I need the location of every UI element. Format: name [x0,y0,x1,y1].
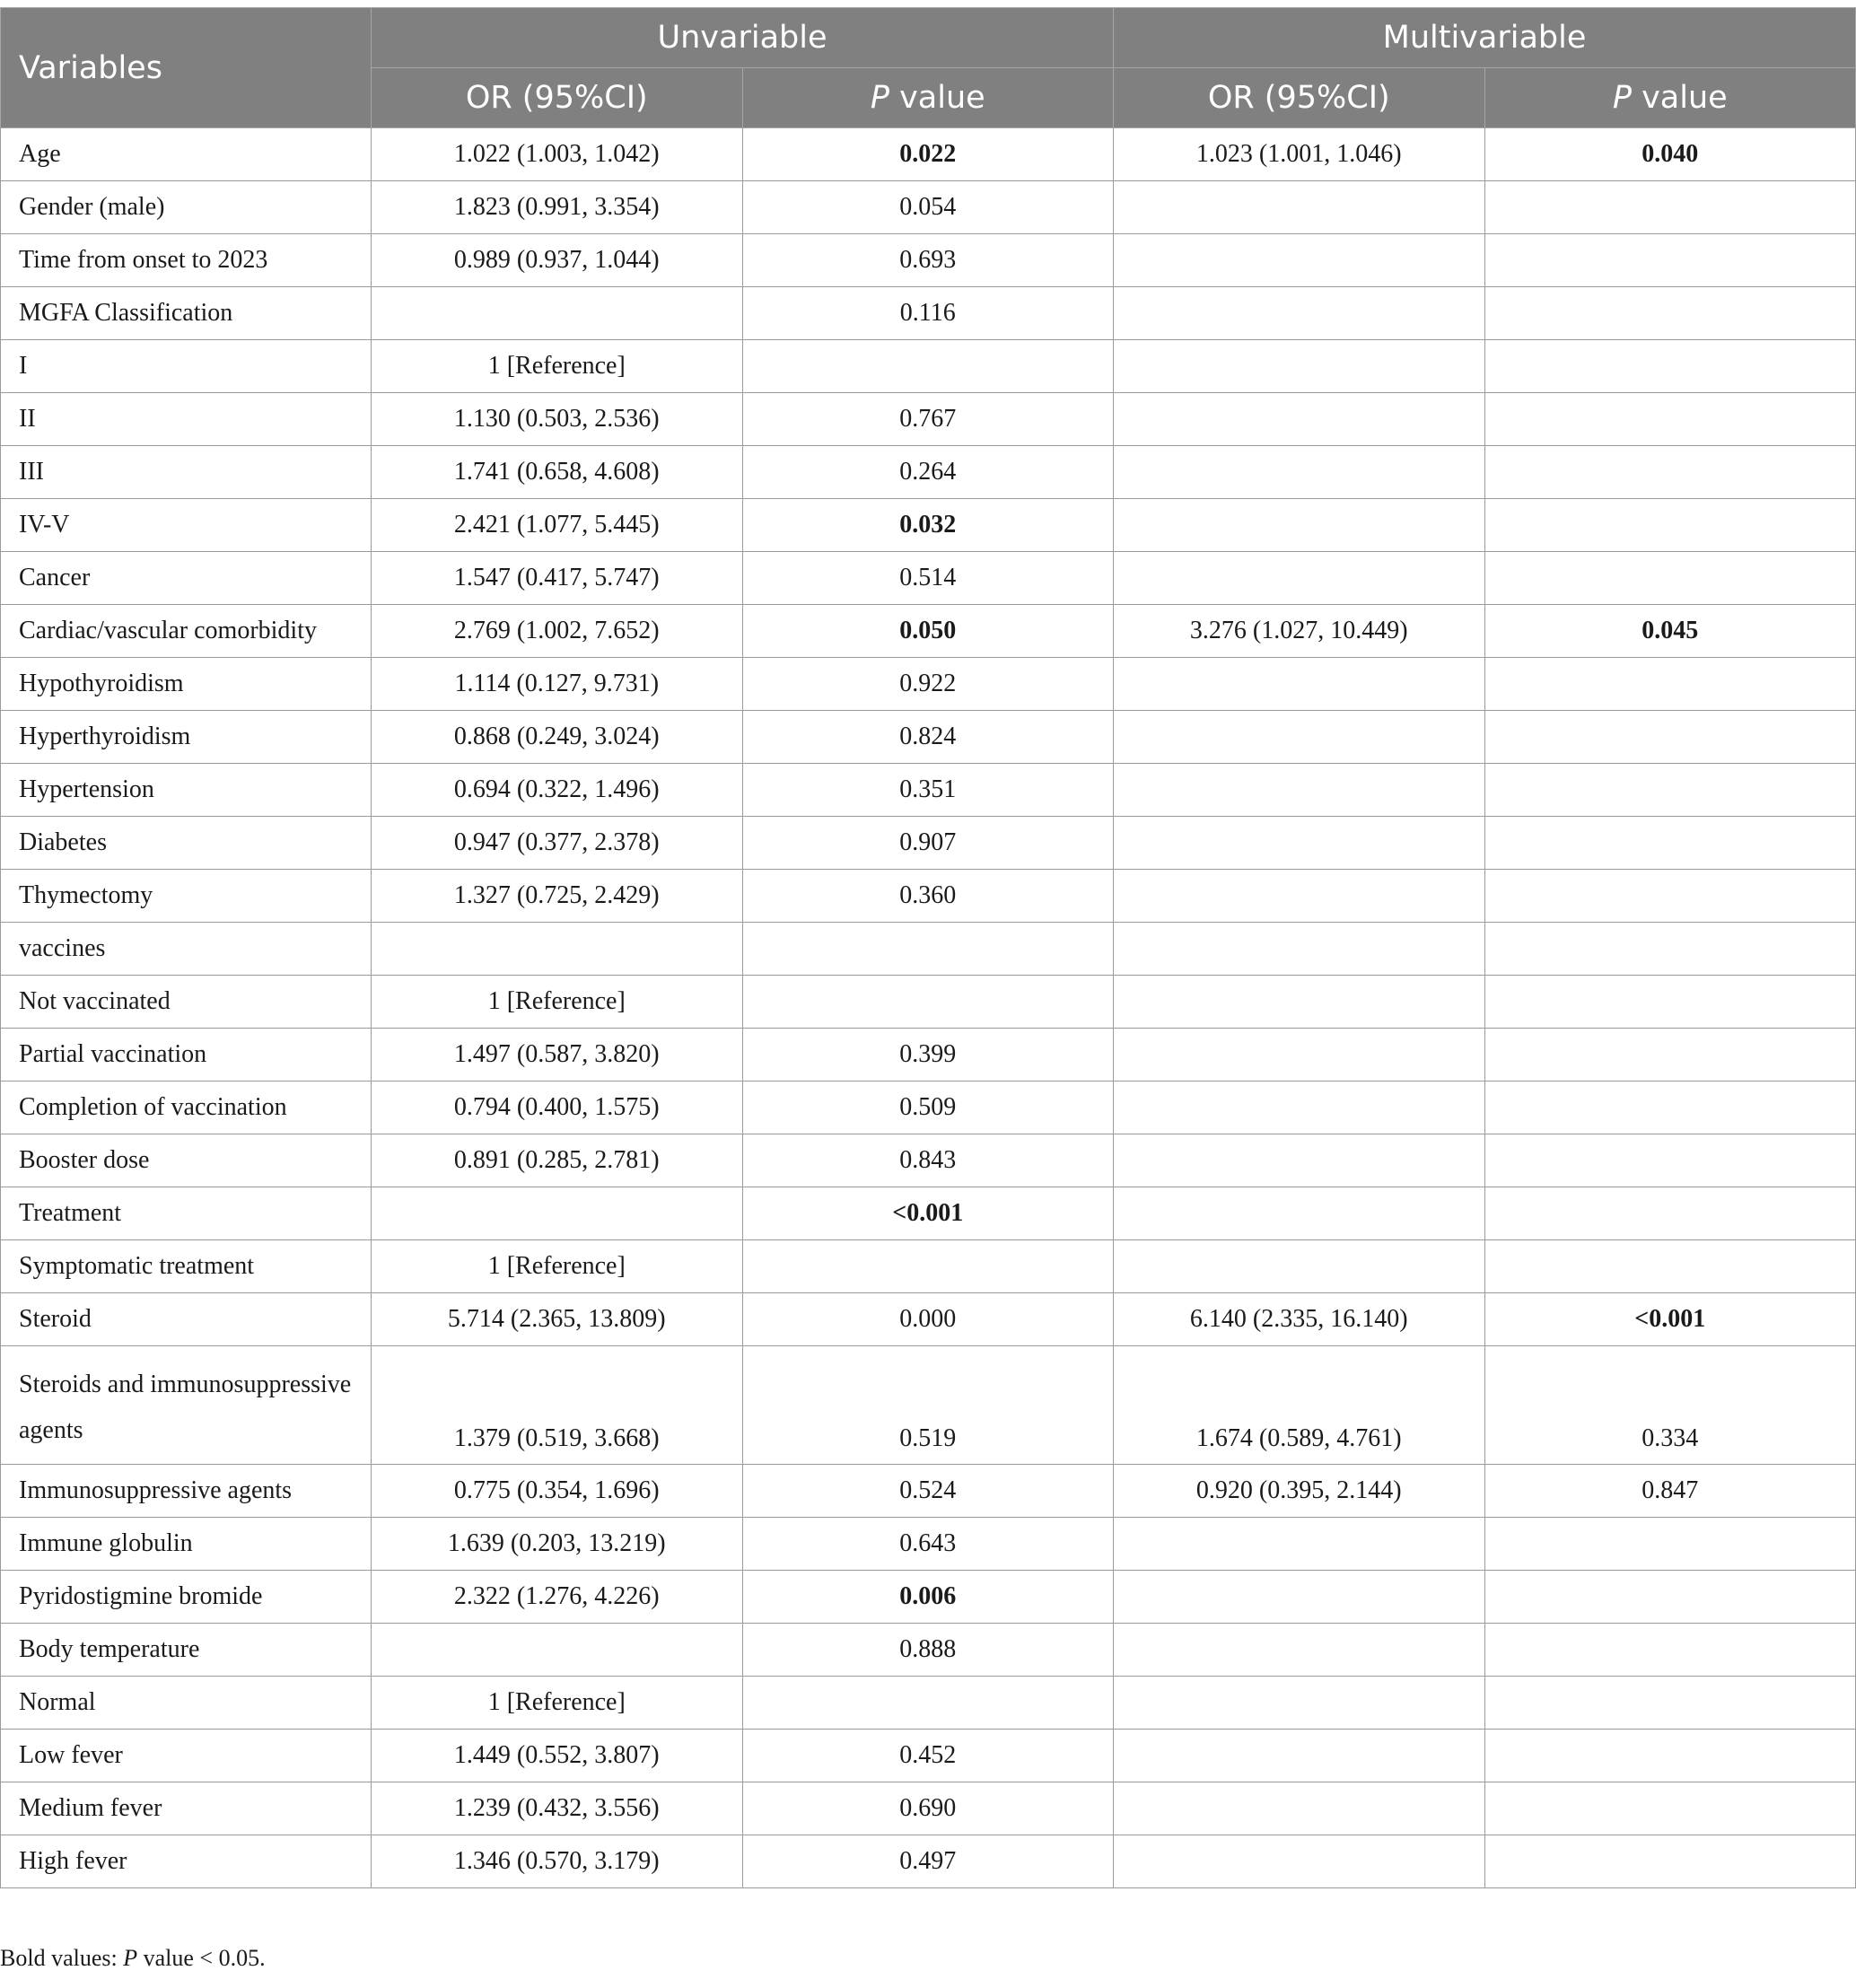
multi-p-cell [1484,1187,1856,1240]
table-row [1,1571,1856,1624]
table-row [1,1465,1856,1518]
uni-or-cell: 1.346 (0.570, 3.179) [372,1835,743,1888]
uni-p-cell [742,976,1114,1029]
multi-or-cell [1114,1835,1485,1888]
uni-p-cell: 0.022 [742,128,1114,181]
variable-cell: Not vaccinated [1,976,372,1029]
uni-p-cell: 0.032 [742,499,1114,552]
multi-or-cell [1114,181,1485,234]
multi-or-cell [1114,340,1485,393]
uni-or-cell: 0.947 (0.377, 2.378) [372,817,743,870]
table-body [1,128,1856,1888]
variable-cell: Completion of vaccination [1,1082,372,1134]
uni-or-cell: 1 [Reference] [372,340,743,393]
uni-or-cell: 1.327 (0.725, 2.429) [372,870,743,923]
uni-p-cell: 0.116 [742,287,1114,340]
uni-p-cell: 0.351 [742,764,1114,817]
multivariable-header: Multivariable [1114,8,1856,68]
uni-or-cell [372,1187,743,1240]
multi-or-cell [1114,499,1485,552]
table-row [1,923,1856,976]
table-row [1,870,1856,923]
multi-p-cell [1484,817,1856,870]
uni-p-cell: 0.524 [742,1465,1114,1518]
uni-or-cell: 1.741 (0.658, 4.608) [372,446,743,499]
uni-p-cell [742,1240,1114,1293]
uni-or-cell: 1 [Reference] [372,1677,743,1730]
footnote-lead: Bold values: [0,1945,124,1971]
multi-or-cell [1114,1518,1485,1571]
multi-or-cell: 1.674 (0.589, 4.761) [1114,1346,1485,1465]
p-italic: P [1612,80,1632,116]
uni-p-cell: 0.843 [742,1134,1114,1187]
uni-p-cell: 0.006 [742,1571,1114,1624]
uni-p-cell: 0.824 [742,711,1114,764]
uni-or-cell: 2.322 (1.276, 4.226) [372,1571,743,1624]
uni-p-cell: 0.767 [742,393,1114,446]
table-row [1,1624,1856,1677]
table-row [1,764,1856,817]
multi-or-cell: 1.023 (1.001, 1.046) [1114,128,1485,181]
variable-cell: Steroid [1,1293,372,1346]
uni-or-header: OR (95%CI) [372,68,743,128]
p-value-word: value [1631,80,1728,116]
table-row [1,1293,1856,1346]
multi-p-cell [1484,181,1856,234]
variable-cell: I [1,340,372,393]
variable-cell: Hypothyroidism [1,658,372,711]
table-row [1,1082,1856,1134]
multi-p-cell [1484,764,1856,817]
multi-or-cell: 3.276 (1.027, 10.449) [1114,605,1485,658]
uni-or-cell: 0.989 (0.937, 1.044) [372,234,743,287]
uni-or-cell: 0.775 (0.354, 1.696) [372,1465,743,1518]
multi-or-cell [1114,393,1485,446]
multi-p-cell [1484,711,1856,764]
multi-p-cell [1484,1782,1856,1835]
uni-or-cell: 1.449 (0.552, 3.807) [372,1730,743,1782]
table-row [1,711,1856,764]
multi-p-cell [1484,1029,1856,1082]
uni-or-cell: 1.379 (0.519, 3.668) [372,1346,743,1465]
multi-or-cell [1114,1029,1485,1082]
variable-cell: III [1,446,372,499]
multi-or-cell [1114,817,1485,870]
multi-p-cell [1484,1835,1856,1888]
multi-p-cell [1484,1082,1856,1134]
uni-or-cell: 1 [Reference] [372,976,743,1029]
multi-p-cell [1484,234,1856,287]
variable-cell: High fever [1,1835,372,1888]
uni-p-cell: 0.690 [742,1782,1114,1835]
table-row [1,128,1856,181]
multi-p-cell: 0.847 [1484,1465,1856,1518]
univariable-header: Unvariable [372,8,1114,68]
variable-cell: Cancer [1,552,372,605]
table-row [1,1346,1856,1465]
uni-p-cell: 0.509 [742,1082,1114,1134]
multi-p-cell [1484,870,1856,923]
table-row [1,552,1856,605]
uni-or-cell [372,1624,743,1677]
variable-cell: Body temperature [1,1624,372,1677]
multi-or-cell [1114,764,1485,817]
table-row [1,1782,1856,1835]
uni-or-cell: 1.130 (0.503, 2.536) [372,393,743,446]
uni-p-cell: 0.054 [742,181,1114,234]
uni-or-cell: 0.868 (0.249, 3.024) [372,711,743,764]
footnote-p-italic: P [123,1945,138,1971]
multi-p-cell [1484,446,1856,499]
variable-cell: Steroids and immunosuppressive agents [1,1346,372,1465]
uni-p-cell: 0.643 [742,1518,1114,1571]
table-row [1,658,1856,711]
variable-cell: Time from onset to 2023 [1,234,372,287]
multi-p-cell [1484,1240,1856,1293]
uni-p-cell: 0.514 [742,552,1114,605]
table-row [1,499,1856,552]
uni-or-cell: 2.421 (1.077, 5.445) [372,499,743,552]
table-row [1,446,1856,499]
multi-p-cell [1484,340,1856,393]
multi-or-cell [1114,658,1485,711]
table-row [1,234,1856,287]
variables-header: Variables [1,8,372,128]
variable-cell: Low fever [1,1730,372,1782]
multi-or-cell [1114,234,1485,287]
multi-or-cell [1114,923,1485,976]
table-row [1,181,1856,234]
uni-p-cell: 0.399 [742,1029,1114,1082]
uni-p-cell: 0.888 [742,1624,1114,1677]
multi-p-cell [1484,976,1856,1029]
variable-cell: Cardiac/vascular comorbidity [1,605,372,658]
uni-or-cell: 1.823 (0.991, 3.354) [372,181,743,234]
table-row [1,1677,1856,1730]
variable-cell: Pyridostigmine bromide [1,1571,372,1624]
variable-cell: Diabetes [1,817,372,870]
uni-or-cell: 2.769 (1.002, 7.652) [372,605,743,658]
variable-cell: IV-V [1,499,372,552]
uni-p-cell [742,340,1114,393]
table-footnote [0,1945,266,1972]
table-header [1,8,1856,128]
regression-table [0,7,1856,1888]
multi-or-cell: 6.140 (2.335, 16.140) [1114,1293,1485,1346]
variable-cell: Partial vaccination [1,1029,372,1082]
table-row [1,1134,1856,1187]
variable-cell: Symptomatic treatment [1,1240,372,1293]
uni-or-cell: 1 [Reference] [372,1240,743,1293]
variable-cell: Hyperthyroidism [1,711,372,764]
uni-or-cell: 0.694 (0.322, 1.496) [372,764,743,817]
uni-p-cell: 0.497 [742,1835,1114,1888]
multi-or-cell [1114,1571,1485,1624]
table-row [1,340,1856,393]
uni-or-cell: 1.022 (1.003, 1.042) [372,128,743,181]
multi-p-cell [1484,552,1856,605]
table-row [1,287,1856,340]
multi-p-cell: <0.001 [1484,1293,1856,1346]
variable-cell: vaccines [1,923,372,976]
uni-or-cell: 1.547 (0.417, 5.747) [372,552,743,605]
multi-p-cell [1484,1571,1856,1624]
variable-cell: MGFA Classification [1,287,372,340]
uni-p-cell: 0.693 [742,234,1114,287]
table-row [1,1730,1856,1782]
multi-or-header: OR (95%CI) [1114,68,1485,128]
table-row [1,1029,1856,1082]
multi-or-cell [1114,1082,1485,1134]
variable-cell: Gender (male) [1,181,372,234]
uni-or-cell [372,923,743,976]
variable-cell: II [1,393,372,446]
table-row [1,393,1856,446]
multi-p-cell [1484,287,1856,340]
multi-p-cell [1484,1730,1856,1782]
multi-p-cell [1484,393,1856,446]
uni-p-cell: 0.907 [742,817,1114,870]
p-value-word: value [889,80,985,116]
multi-p-cell [1484,658,1856,711]
uni-p-cell: 0.922 [742,658,1114,711]
variable-cell: Booster dose [1,1134,372,1187]
multi-p-cell: 0.040 [1484,128,1856,181]
multi-or-cell [1114,1134,1485,1187]
variable-cell: Immune globulin [1,1518,372,1571]
multi-p-cell [1484,1134,1856,1187]
table-row [1,817,1856,870]
multi-or-cell [1114,1624,1485,1677]
p-italic: P [870,80,889,116]
table-row [1,1240,1856,1293]
multi-or-cell [1114,287,1485,340]
uni-or-cell: 0.891 (0.285, 2.781) [372,1134,743,1187]
multi-or-cell [1114,870,1485,923]
variable-cell: Hypertension [1,764,372,817]
multi-p-cell [1484,1677,1856,1730]
variable-cell: Age [1,128,372,181]
multi-p-cell: 0.045 [1484,605,1856,658]
multi-or-cell [1114,1240,1485,1293]
multi-p-cell [1484,499,1856,552]
variable-cell: Treatment [1,1187,372,1240]
multi-or-cell [1114,976,1485,1029]
multi-p-cell [1484,1624,1856,1677]
multi-or-cell [1114,1730,1485,1782]
uni-p-cell [742,923,1114,976]
multi-or-cell [1114,446,1485,499]
multi-or-cell [1114,1187,1485,1240]
multi-or-cell [1114,1782,1485,1835]
uni-p-cell: 0.452 [742,1730,1114,1782]
uni-p-cell: 0.360 [742,870,1114,923]
uni-p-cell: 0.519 [742,1346,1114,1465]
uni-or-cell: 1.497 (0.587, 3.820) [372,1029,743,1082]
multi-or-cell [1114,552,1485,605]
variable-cell: Thymectomy [1,870,372,923]
multi-p-cell [1484,1518,1856,1571]
multi-or-cell [1114,1677,1485,1730]
variable-cell: Normal [1,1677,372,1730]
multi-p-header [1484,68,1856,128]
table-row [1,1518,1856,1571]
uni-or-cell: 5.714 (2.365, 13.809) [372,1293,743,1346]
uni-p-header [742,68,1114,128]
uni-or-cell: 0.794 (0.400, 1.575) [372,1082,743,1134]
multi-p-cell [1484,923,1856,976]
table-row [1,976,1856,1029]
multi-or-cell [1114,711,1485,764]
uni-p-cell [742,1677,1114,1730]
uni-or-cell: 1.639 (0.203, 13.219) [372,1518,743,1571]
uni-or-cell: 1.239 (0.432, 3.556) [372,1782,743,1835]
footnote-tail: value < 0.05. [137,1945,266,1971]
uni-p-cell: 0.000 [742,1293,1114,1346]
uni-or-cell: 1.114 (0.127, 9.731) [372,658,743,711]
variable-cell: Immunosuppressive agents [1,1465,372,1518]
uni-p-cell: <0.001 [742,1187,1114,1240]
table-row [1,1187,1856,1240]
table-row [1,1835,1856,1888]
uni-p-cell: 0.050 [742,605,1114,658]
uni-p-cell: 0.264 [742,446,1114,499]
table-row [1,605,1856,658]
multi-p-cell: 0.334 [1484,1346,1856,1465]
variable-cell: Medium fever [1,1782,372,1835]
multi-or-cell: 0.920 (0.395, 2.144) [1114,1465,1485,1518]
uni-or-cell [372,287,743,340]
